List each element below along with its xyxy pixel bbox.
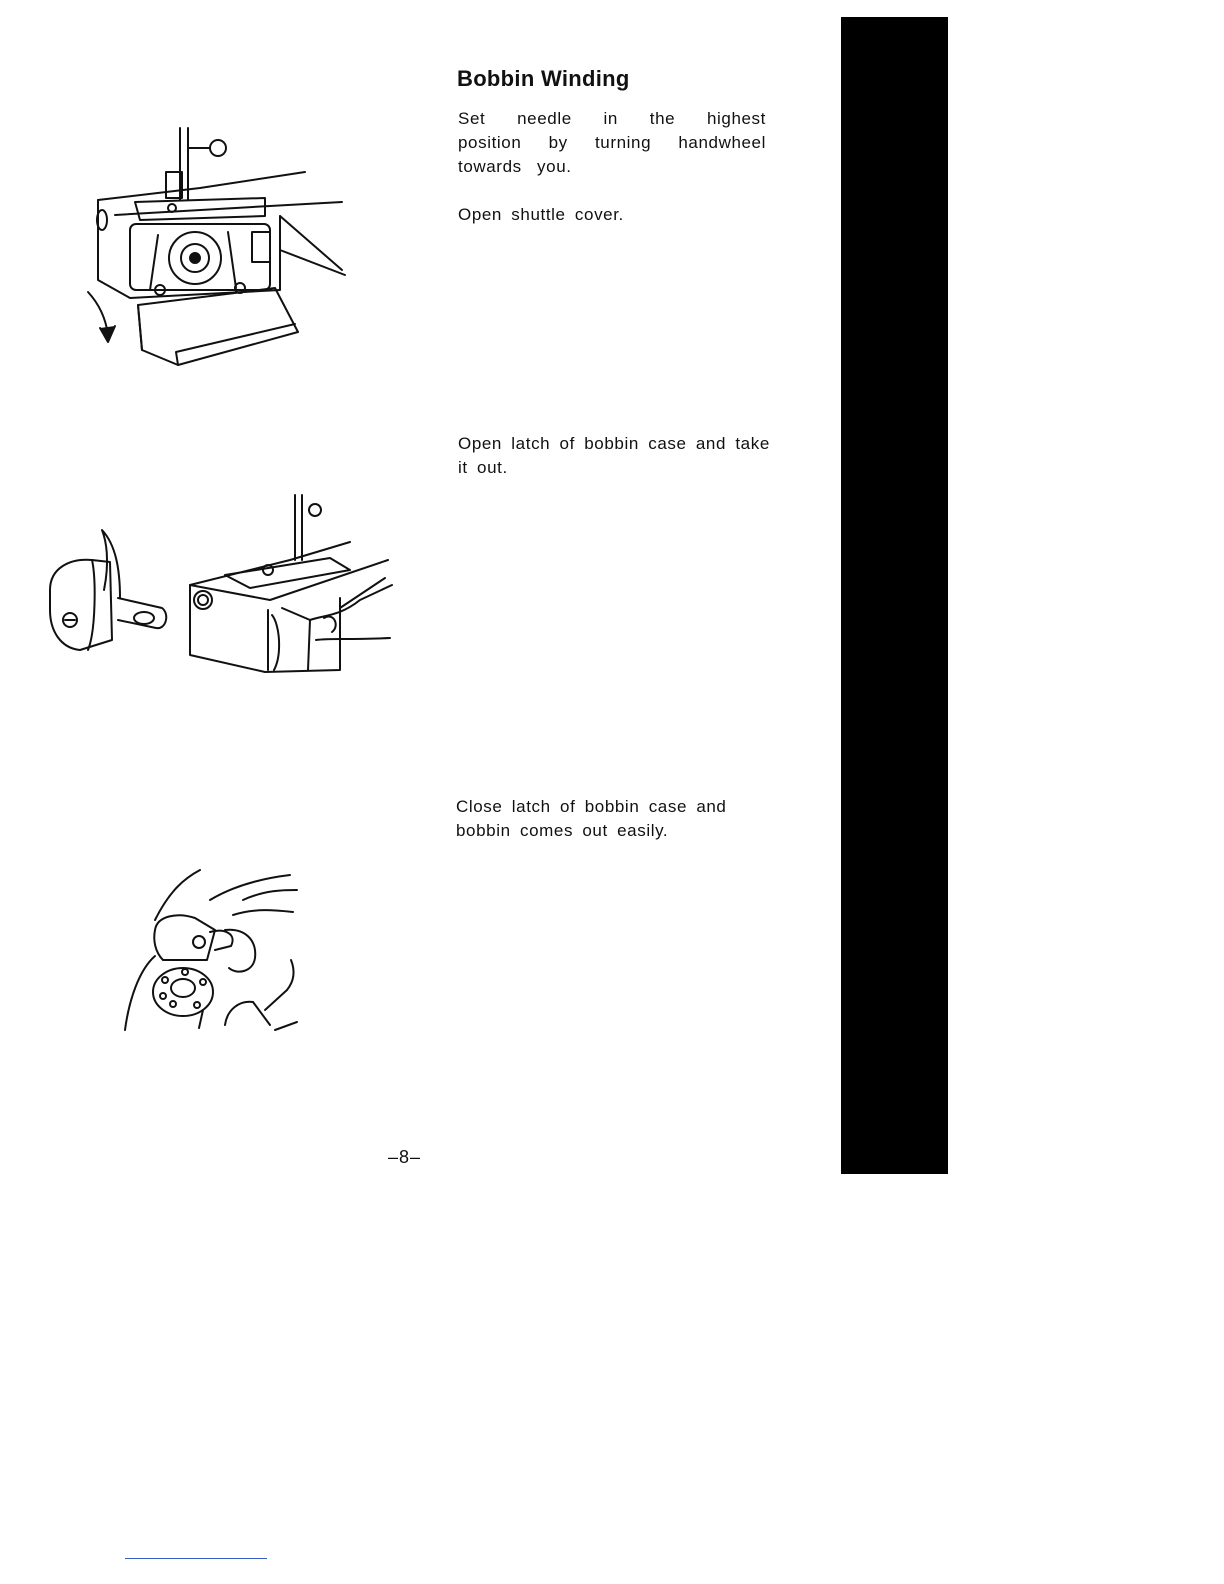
bobbin-release-hand-illustration [115, 860, 305, 1040]
bottom-rule [125, 1558, 267, 1559]
step-release-bobbin: Close latch of bobbin case and bobbin comes out easily. [456, 797, 727, 840]
step-set-needle: Set needle in the highest position by turning handwheel towards you. [458, 109, 766, 176]
step-open-shuttle-cover: Open shuttle cover. [458, 205, 624, 224]
sewing-machine-shuttle-cover-illustration [80, 120, 350, 380]
section-heading: Bobbin Winding [457, 66, 630, 91]
page-number: –8– [388, 1147, 422, 1167]
step-remove-bobbin-case: Open latch of bobbin case and take it out. [458, 434, 770, 477]
page-edge-bar [841, 17, 948, 1174]
bobbin-case-removal-illustration [40, 490, 395, 690]
